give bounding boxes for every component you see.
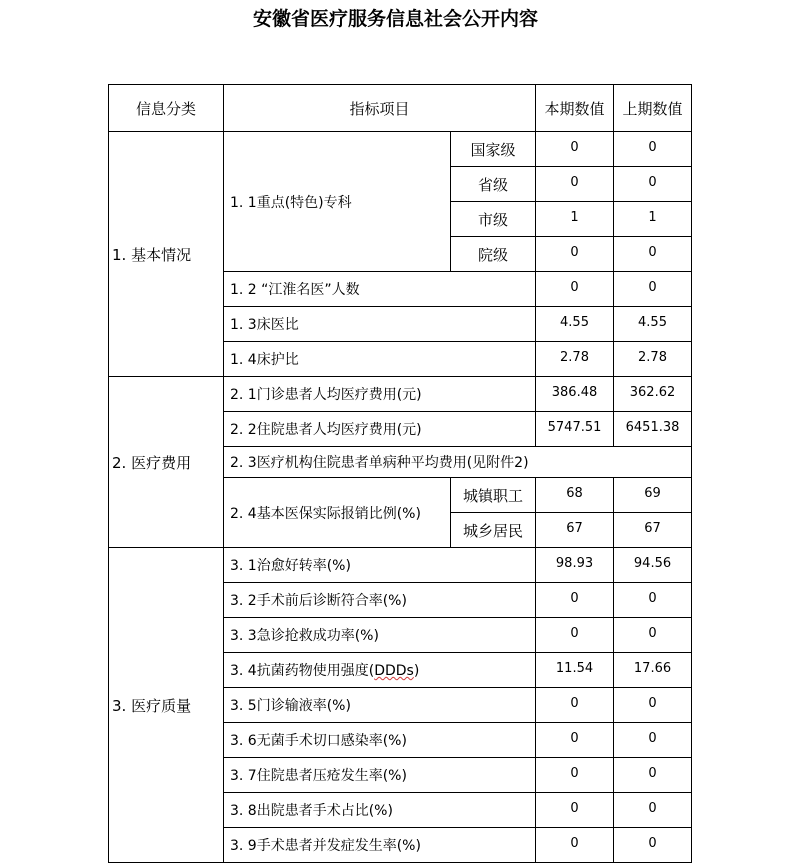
- previous-value: 0: [614, 688, 692, 723]
- previous-value: 1: [614, 202, 692, 237]
- indicator-disease-cost: 2. 3医疗机构住院患者单病种平均费用(见附件2): [224, 447, 692, 478]
- info-table: [108, 84, 692, 863]
- current-value: 68: [536, 478, 614, 513]
- current-value: 0: [536, 167, 614, 202]
- spellcheck-underlined-text: DDDs: [374, 663, 414, 679]
- indicator-label: 3. 6无菌手术切口感染率(%): [224, 723, 536, 758]
- category-quality: 3. 医疗质量: [109, 548, 224, 863]
- header-previous: 上期数值: [614, 85, 692, 132]
- indicator-label: 2. 1门诊患者人均医疗费用(元): [224, 377, 536, 412]
- previous-value: 0: [614, 272, 692, 307]
- current-value: 0: [536, 688, 614, 723]
- previous-value: 6451.38: [614, 412, 692, 447]
- previous-value: 0: [614, 758, 692, 793]
- previous-value: 94.56: [614, 548, 692, 583]
- current-value: 386.48: [536, 377, 614, 412]
- current-value: 98.93: [536, 548, 614, 583]
- current-value: 0: [536, 132, 614, 167]
- current-value: 0: [536, 758, 614, 793]
- table-header-row: [109, 85, 692, 132]
- current-value: 67: [536, 513, 614, 548]
- header-indicator: 指标项目: [224, 85, 536, 132]
- indicator-label: 2. 2住院患者人均医疗费用(元): [224, 412, 536, 447]
- current-value: 0: [536, 583, 614, 618]
- current-value: 0: [536, 237, 614, 272]
- indicator-label: 3. 9手术患者并发症发生率(%): [224, 828, 536, 863]
- indicator-label: [224, 653, 536, 688]
- previous-value: 0: [614, 618, 692, 653]
- table-row: [109, 132, 692, 167]
- previous-value: 0: [614, 723, 692, 758]
- indicator-label: 1. 2 “江淮名医”人数: [224, 272, 536, 307]
- current-value: 5747.51: [536, 412, 614, 447]
- indicator-label: 3. 8出院患者手术占比(%): [224, 793, 536, 828]
- indicator-label: 3. 1治愈好转率(%): [224, 548, 536, 583]
- indicator-label: 1. 3床医比: [224, 307, 536, 342]
- previous-value: 0: [614, 583, 692, 618]
- current-value: 1: [536, 202, 614, 237]
- previous-value: 0: [614, 828, 692, 863]
- header-current: 本期数值: [536, 85, 614, 132]
- current-value: 0: [536, 828, 614, 863]
- indicator-specialty: 1. 1重点(特色)专科: [224, 132, 451, 272]
- current-value: 11.54: [536, 653, 614, 688]
- previous-value: 0: [614, 237, 692, 272]
- category-basic: 1. 基本情况: [109, 132, 224, 377]
- previous-value: 0: [614, 132, 692, 167]
- sublevel-label: 城乡居民: [451, 513, 536, 548]
- current-value: 4.55: [536, 307, 614, 342]
- previous-value: 17.66: [614, 653, 692, 688]
- indicator-label: 1. 4床护比: [224, 342, 536, 377]
- indicator-insurance: 2. 4基本医保实际报销比例(%): [224, 478, 451, 548]
- page-title: 安徽省医疗服务信息社会公开内容: [252, 8, 538, 30]
- table-row: [109, 377, 692, 412]
- indicator-label: 3. 5门诊输液率(%): [224, 688, 536, 723]
- indicator-label: 3. 7住院患者压疮发生率(%): [224, 758, 536, 793]
- current-value: 0: [536, 723, 614, 758]
- category-cost: 2. 医疗费用: [109, 377, 224, 548]
- sublevel-label: 城镇职工: [451, 478, 536, 513]
- indicator-label: 3. 2手术前后诊断符合率(%): [224, 583, 536, 618]
- current-value: 0: [536, 272, 614, 307]
- indicator-label: 3. 3急诊抢救成功率(%): [224, 618, 536, 653]
- previous-value: 2.78: [614, 342, 692, 377]
- indicator-label-prefix: 3. 4抗菌药物使用强度(: [230, 663, 375, 679]
- previous-value: 362.62: [614, 377, 692, 412]
- previous-value: 67: [614, 513, 692, 548]
- sublevel-label: 市级: [451, 202, 536, 237]
- current-value: 0: [536, 793, 614, 828]
- current-value: 0: [536, 618, 614, 653]
- previous-value: 0: [614, 793, 692, 828]
- sublevel-label: 省级: [451, 167, 536, 202]
- header-category: 信息分类: [109, 85, 224, 132]
- table-row: [109, 548, 692, 583]
- indicator-label-suffix: ): [413, 663, 420, 679]
- previous-value: 69: [614, 478, 692, 513]
- previous-value: 0: [614, 167, 692, 202]
- sublevel-label: 院级: [451, 237, 536, 272]
- previous-value: 4.55: [614, 307, 692, 342]
- current-value: 2.78: [536, 342, 614, 377]
- sublevel-label: 国家级: [451, 132, 536, 167]
